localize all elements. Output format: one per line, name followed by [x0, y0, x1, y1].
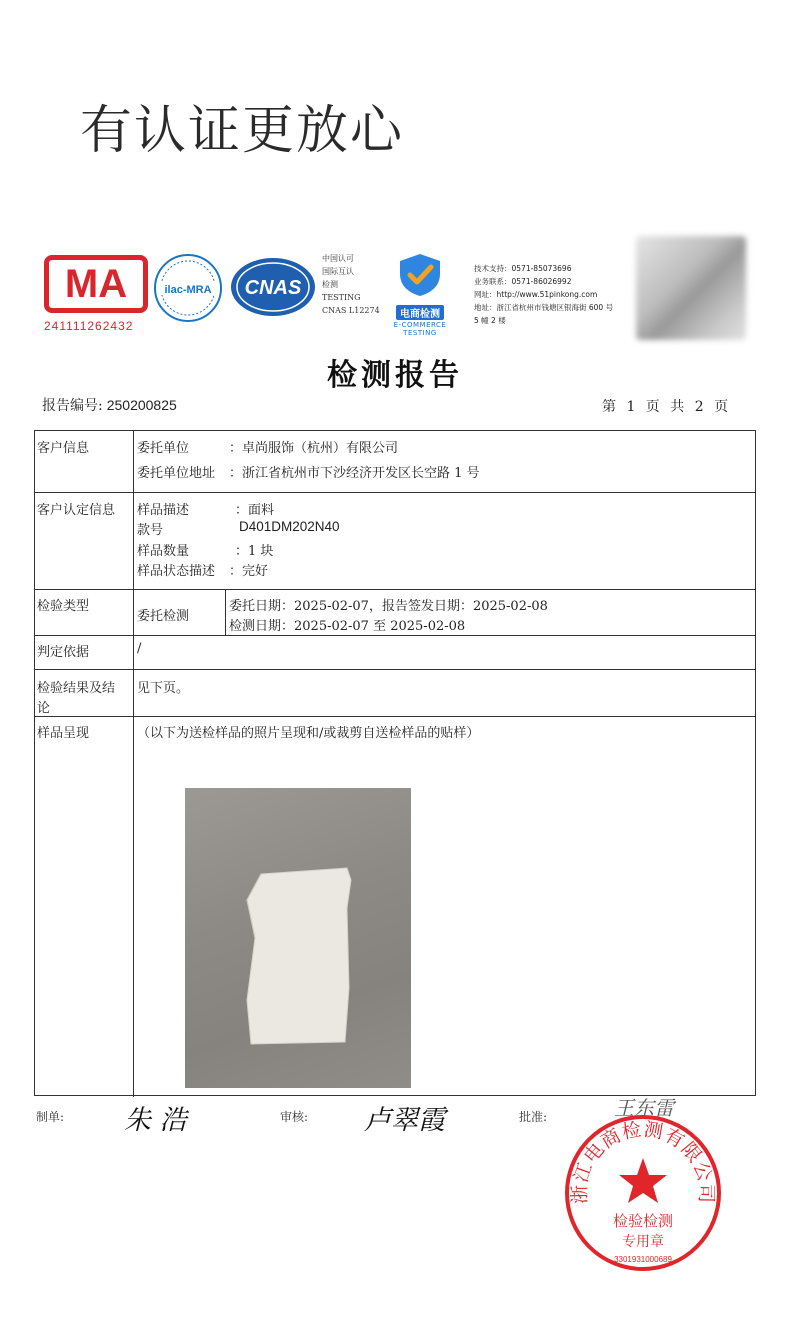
sample-desc-value: ：面料 — [235, 503, 275, 518]
sample-note: （以下为送检样品的照片呈现和/或裁剪自送检样品的贴样） — [137, 726, 480, 741]
maker-signature: 朱 浩 — [124, 1105, 187, 1136]
ecommerce-name: 电商检测 — [396, 305, 444, 320]
shield-check-icon — [395, 252, 445, 298]
customer-info-label: 客户信息 — [37, 441, 90, 456]
contact-line: 技术支持：0571-85073696 — [474, 264, 572, 273]
sample-photo — [185, 788, 411, 1088]
quantity-label: 样品数量 — [137, 544, 190, 559]
basis-label: 判定依据 — [37, 645, 90, 660]
style-label: 款号 — [137, 523, 164, 538]
report-number-label: 报告编号: — [42, 398, 103, 414]
cnas-line: 中国认可 — [322, 254, 354, 263]
row-divider — [35, 669, 755, 670]
state-label: 样品状态描述 — [137, 564, 216, 579]
page-headline: 有认证更放心 — [80, 101, 405, 161]
official-seal-stamp — [562, 1112, 724, 1274]
seal-line2: 专用章 — [622, 1234, 664, 1250]
entrust-date-line: 委托日期：2025-02-07，报告签发日期：2025-02-08 — [229, 599, 548, 614]
inspection-type-label: 检验类型 — [37, 599, 90, 614]
ecommerce-testing-logo — [380, 252, 460, 337]
address-value: ：浙江省杭州市下沙经济开发区长空路 1 号 — [229, 466, 480, 481]
column-divider — [133, 431, 134, 1097]
fabric-swatch-image — [185, 788, 411, 1088]
ecommerce-en: E-COMMERCE TESTING — [393, 321, 447, 337]
report-number-value: 250200825 — [106, 397, 177, 413]
row-divider — [35, 635, 755, 636]
row-divider — [35, 716, 755, 717]
cma-mark: MA — [44, 255, 148, 313]
seal-star-icon — [619, 1158, 667, 1203]
cnas-caption — [322, 252, 380, 317]
contact-line: 网址：http://www.51pinkong.com — [474, 290, 598, 299]
cma-number: 241111262432 — [44, 319, 134, 333]
cnas-line: 检测 — [322, 280, 338, 289]
sample-show-label: 样品呈现 — [37, 726, 90, 741]
entrust-test-label: 委托检测 — [137, 609, 190, 624]
contact-line: 业务联系：0571-86026992 — [474, 277, 572, 286]
cnas-text: CNAS — [244, 277, 302, 299]
result-label-line1: 检验结果及结 — [37, 681, 116, 696]
ilac-text: ilac-MRA — [164, 284, 212, 296]
cnas-line: 国际互认 — [322, 267, 354, 276]
result-label-line2: 论 — [37, 701, 51, 716]
basis-value: / — [137, 641, 142, 656]
cnas-line: TESTING — [322, 293, 361, 302]
style-value: D401DM202N40 — [239, 519, 340, 534]
client-value: ：卓尚服饰（杭州）有限公司 — [229, 441, 399, 456]
approve-signature: 王东雷 — [614, 1096, 674, 1120]
ilac-mra-logo — [153, 253, 223, 323]
seal-company-text: 浙江电商检测有限公司 — [568, 1118, 718, 1205]
review-label: 审核: — [280, 1110, 309, 1124]
contact-line: 5 幢 2 楼 — [474, 316, 506, 325]
blurred-qr-code — [636, 236, 746, 340]
review-signature: 卢翠霞 — [364, 1105, 445, 1136]
row-divider — [35, 589, 755, 590]
address-label: 委托单位地址 — [137, 466, 216, 481]
row-divider — [35, 492, 755, 493]
contact-block — [474, 262, 613, 327]
report-number — [42, 395, 177, 415]
seal-number: 3301931000689 — [614, 1255, 672, 1264]
column-divider — [225, 589, 226, 635]
client-label: 委托单位 — [137, 441, 190, 456]
cnas-line: CNAS L12274 — [322, 306, 380, 315]
cma-logo — [44, 255, 150, 333]
quantity-value: ：1 块 — [235, 544, 274, 559]
seal-line1: 检验检测 — [612, 1212, 674, 1230]
report-title: 检测报告 — [327, 358, 463, 393]
approve-label: 批准: — [519, 1110, 548, 1124]
result-value: 见下页。 — [137, 681, 190, 696]
report-table — [34, 430, 756, 1096]
state-value: ：完好 — [229, 564, 269, 579]
cnas-logo — [229, 256, 317, 318]
test-date-line: 检测日期：2025-02-07 至 2025-02-08 — [229, 619, 466, 634]
sample-desc-label: 样品描述 — [137, 503, 190, 518]
page-info: 第 1 页 共 2 页 — [602, 399, 732, 415]
maker-label: 制单: — [36, 1110, 65, 1124]
customer-confirm-label: 客户认定信息 — [37, 503, 116, 518]
contact-line: 地址：浙江省杭州市钱塘区银海街 600 号 — [474, 303, 614, 312]
